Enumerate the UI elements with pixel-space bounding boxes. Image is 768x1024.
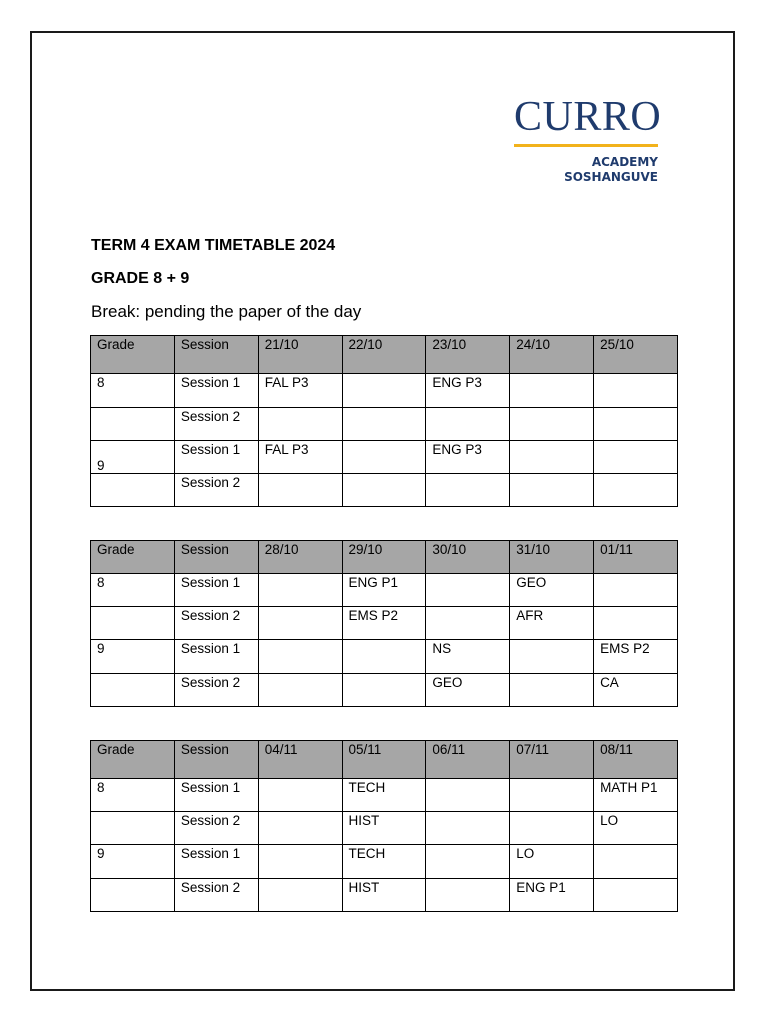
- logo-wordmark: CURRO: [514, 94, 662, 140]
- exam-cell: [594, 845, 678, 879]
- session-cell: Session 1: [174, 845, 258, 879]
- exam-cell: [510, 441, 594, 474]
- exam-cell: [510, 812, 594, 845]
- table-row: [91, 374, 678, 408]
- exam-cell: [258, 879, 342, 912]
- exam-cell: [342, 640, 426, 674]
- header-cell: Grade: [91, 336, 175, 374]
- table-row: [91, 779, 678, 812]
- header-cell: 01/11: [594, 541, 678, 574]
- header-cell: 08/11: [594, 741, 678, 779]
- exam-cell: GEO: [510, 574, 594, 607]
- exam-cell: MATH P1: [594, 779, 678, 812]
- session-cell: Session 1: [174, 574, 258, 607]
- logo-line-academy: ACADEMY: [591, 155, 658, 169]
- grade-cell: [91, 607, 175, 640]
- table-row: [91, 674, 678, 707]
- exam-cell: TECH: [342, 845, 426, 879]
- session-cell: Session 1: [174, 441, 258, 474]
- header-cell: 21/10: [258, 336, 342, 374]
- session-cell: Session 2: [174, 474, 258, 507]
- session-cell: Session 2: [174, 674, 258, 707]
- exam-cell: HIST: [342, 812, 426, 845]
- exam-cell: [426, 408, 510, 441]
- header-cell: 23/10: [426, 336, 510, 374]
- exam-cell: [510, 408, 594, 441]
- session-cell: Session 2: [174, 408, 258, 441]
- table-row: [91, 408, 678, 441]
- session-cell: Session 2: [174, 879, 258, 912]
- table-row: [91, 441, 678, 474]
- grade-cell: [91, 674, 175, 707]
- exam-cell: [426, 474, 510, 507]
- exam-cell: CA: [594, 674, 678, 707]
- exam-cell: FAL P3: [258, 374, 342, 408]
- grade-cell: [91, 879, 175, 912]
- exam-cell: [426, 574, 510, 607]
- table-header-row: [91, 541, 678, 574]
- exam-cell: [426, 607, 510, 640]
- exam-cell: [594, 374, 678, 408]
- exam-cell: [342, 674, 426, 707]
- exam-cell: [258, 812, 342, 845]
- exam-cell: [426, 845, 510, 879]
- session-cell: Session 1: [174, 640, 258, 674]
- exam-cell: ENG P3: [426, 374, 510, 408]
- exam-cell: LO: [510, 845, 594, 879]
- timetable-week-1: [90, 335, 678, 507]
- grade-cell: 8: [91, 374, 175, 408]
- exam-cell: [594, 408, 678, 441]
- break-note: Break: pending the paper of the day: [91, 302, 362, 321]
- table-header-row: [91, 336, 678, 374]
- exam-cell: LO: [594, 812, 678, 845]
- exam-cell: [510, 374, 594, 408]
- exam-cell: NS: [426, 640, 510, 674]
- document-title: TERM 4 EXAM TIMETABLE 2024: [91, 237, 336, 254]
- timetable-week-2: [90, 540, 678, 707]
- exam-cell: EMS P2: [594, 640, 678, 674]
- header-cell: 07/11: [510, 741, 594, 779]
- session-cell: Session 1: [174, 779, 258, 812]
- exam-cell: [258, 779, 342, 812]
- logo-accent-bar: [514, 144, 658, 147]
- exam-cell: [594, 474, 678, 507]
- table-row: [91, 845, 678, 879]
- table-row: [91, 607, 678, 640]
- exam-cell: [594, 879, 678, 912]
- exam-cell: [510, 474, 594, 507]
- logo-line-campus: SOSHANGUVE: [564, 170, 658, 184]
- table-row: [91, 640, 678, 674]
- exam-cell: [258, 640, 342, 674]
- exam-cell: [342, 474, 426, 507]
- exam-cell: [258, 408, 342, 441]
- exam-cell: TECH: [342, 779, 426, 812]
- table-row: [91, 879, 678, 912]
- exam-cell: HIST: [342, 879, 426, 912]
- table-row: [91, 474, 678, 507]
- grade-cell: [91, 408, 175, 441]
- exam-cell: [342, 374, 426, 408]
- exam-cell: ENG P1: [342, 574, 426, 607]
- exam-cell: [594, 441, 678, 474]
- grade-cell: 8: [91, 574, 175, 607]
- session-cell: Session 2: [174, 812, 258, 845]
- header-cell: 28/10: [258, 541, 342, 574]
- exam-cell: [258, 674, 342, 707]
- exam-cell: GEO: [426, 674, 510, 707]
- exam-cell: [258, 574, 342, 607]
- header-cell: 05/11: [342, 741, 426, 779]
- grade-cell: 9: [91, 845, 175, 879]
- exam-cell: AFR: [510, 607, 594, 640]
- header-cell: 24/10: [510, 336, 594, 374]
- exam-cell: [258, 845, 342, 879]
- grade-cell: [91, 812, 175, 845]
- exam-cell: [594, 574, 678, 607]
- header-cell: 29/10: [342, 541, 426, 574]
- exam-cell: [342, 408, 426, 441]
- exam-cell: [258, 474, 342, 507]
- exam-cell: [510, 640, 594, 674]
- header-cell: Session: [174, 336, 258, 374]
- header-cell: 30/10: [426, 541, 510, 574]
- exam-cell: [510, 779, 594, 812]
- header-cell: 25/10: [594, 336, 678, 374]
- exam-cell: [426, 879, 510, 912]
- session-cell: Session 2: [174, 607, 258, 640]
- grade-cell: [91, 474, 175, 507]
- header-cell: 06/11: [426, 741, 510, 779]
- table-header-row: [91, 741, 678, 779]
- exam-cell: [426, 779, 510, 812]
- grade-cell: 8: [91, 779, 175, 812]
- header-cell: Session: [174, 741, 258, 779]
- exam-cell: [258, 607, 342, 640]
- exam-cell: ENG P1: [510, 879, 594, 912]
- exam-cell: [594, 607, 678, 640]
- header-cell: 22/10: [342, 336, 426, 374]
- table-row: [91, 574, 678, 607]
- header-cell: Session: [174, 541, 258, 574]
- header-cell: 31/10: [510, 541, 594, 574]
- exam-cell: [426, 812, 510, 845]
- grade-cell: 9: [91, 640, 175, 674]
- exam-cell: ENG P3: [426, 441, 510, 474]
- exam-cell: [510, 674, 594, 707]
- header-cell: 04/11: [258, 741, 342, 779]
- header-cell: Grade: [91, 741, 175, 779]
- grade-cell: 9: [91, 441, 175, 474]
- exam-cell: [342, 441, 426, 474]
- curro-logo: [514, 96, 660, 185]
- exam-cell: EMS P2: [342, 607, 426, 640]
- grade-heading: GRADE 8 + 9: [91, 270, 190, 287]
- exam-cell: FAL P3: [258, 441, 342, 474]
- session-cell: Session 1: [174, 374, 258, 408]
- header-cell: Grade: [91, 541, 175, 574]
- timetable-week-3: [90, 740, 678, 912]
- table-row: [91, 812, 678, 845]
